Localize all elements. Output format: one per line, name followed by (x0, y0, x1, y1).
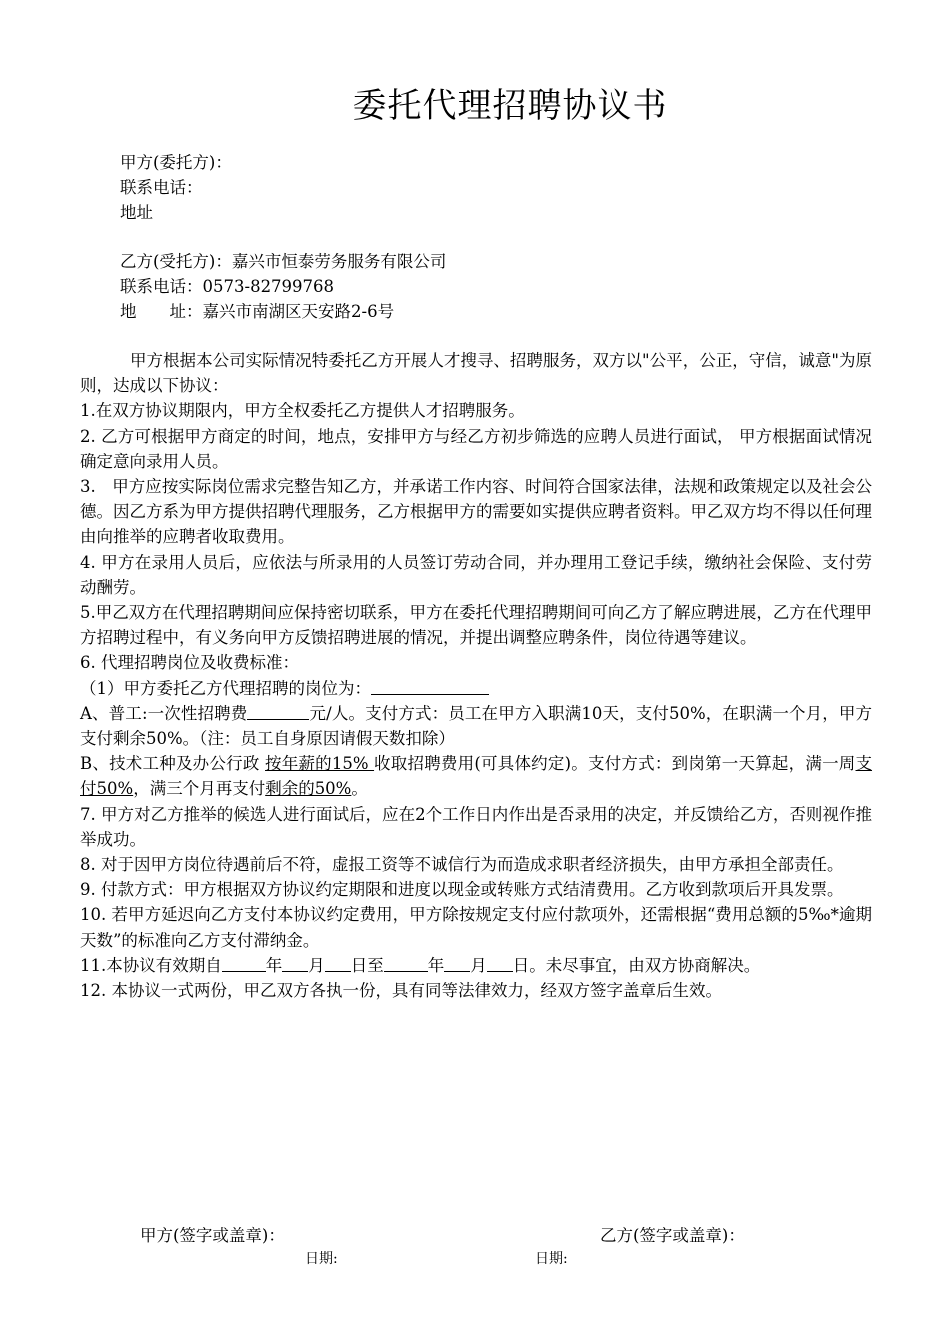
party-b-address-line (120, 299, 446, 324)
clause-6-b-part-4: 。 (351, 779, 368, 799)
position-blank (371, 678, 489, 695)
clause-12: 12. 本协议一式两份，甲乙双方各执一份，具有同等法律效力，经双方签字盖章后生效。 (80, 981, 722, 1001)
party-b-date-label: 日期: (535, 1251, 568, 1267)
clause-11-start: 11.本协议有效期自 (80, 955, 222, 975)
clause-8: 8. 对于因甲方岗位待遇前后不符，虚报工资等不诚信行为而造成求职者经济损失，由甲方承担全部责任。 (80, 855, 844, 875)
clause-6-b-part-1: B、技术工种及办公行政 (80, 754, 266, 774)
party-a-block (120, 150, 232, 225)
clause-11-month-2: 月 (470, 955, 487, 975)
clause-6-a-part-1: A、普工:一次性招聘费 (80, 703, 248, 723)
clause-4: 4. 甲方在录用人员后，应依法与所录用的人员签订劳动合同，并办理用工登记手续，缴纳社会保险、支付劳动酬劳。 (80, 552, 872, 597)
end-year-blank (384, 955, 428, 972)
end-day-blank (487, 955, 513, 972)
party-b-block (120, 249, 446, 324)
clause-6-a (80, 701, 872, 751)
party-b-phone-line: 联系电话：0573-82799768 (120, 277, 335, 296)
party-a-date-label: 日期: (305, 1251, 338, 1267)
clause-6-b (80, 751, 872, 801)
document-title: 委托代理招聘协议书 (352, 86, 668, 126)
clause-6-title: 6. 代理招聘岗位及收费标准： (80, 653, 299, 673)
start-day-blank (325, 955, 351, 972)
clause-6-b-underline-1: 按年薪的15% (265, 754, 375, 774)
clause-3: 3. 甲方应按实际岗位需求完整告知乙方，并承诺工作内容、时间符合国家法律，法规和政策规定以及社会公德。因乙方系为甲方提供招聘代理服务，乙方根据甲方的需要如实提供应聘者资料。甲乙双方均不得以任何理由向推举的应聘者收取费用。 (80, 477, 872, 547)
clause-11-end: 日。未尽事宜，由双方协商解决。 (512, 955, 761, 975)
clause-2: 2. 乙方可根据甲方商定的时间，地点，安排甲方与经乙方初步筛选的应聘人员进行面试， 甲方根据面试情况确定意向录用人员。 (80, 426, 872, 471)
clause-6-b-underline-3: 剩余的50% (265, 779, 352, 799)
clause-11-year-2: 年 (427, 955, 445, 975)
party-a-phone-label: 联系电话： (120, 178, 203, 197)
clause-10: 10. 若甲方延迟向乙方支付本协议约定费用，甲方除按规定支付应付款项外，还需根据“费用总额的5‰*逾期天数”的标准向乙方支付滞纳金。 (80, 905, 872, 950)
party-b-address-label: 地 址： (120, 302, 203, 321)
clause-5: 5.甲乙双方在代理招聘期间应保持密切联系，甲方在委托代理招聘期间可向乙方了解应聘进展，乙方在代理甲方招聘过程中，有义务向甲方反馈招聘进展的情况，并提出调整应聘条件，岗位待遇等建议。 (80, 603, 872, 648)
fee-blank (247, 703, 309, 720)
start-month-blank (282, 955, 308, 972)
clause-11-year-1: 年 (265, 955, 283, 975)
party-a-address-label: 地址 (120, 203, 153, 222)
clause-6-sub-1 (80, 676, 872, 701)
party-b-signature-label: 乙方(签字或盖章)： (600, 1226, 745, 1245)
party-a-name-label: 甲方(委托方)： (120, 153, 232, 172)
party-b-address-value: 嘉兴市南湖区天安路2-6号 (202, 302, 395, 321)
clause-9: 9. 付款方式：甲方根据双方协议约定期限和进度以现金或转账方式结清费用。乙方收到款项后开具发票。 (80, 880, 844, 900)
end-month-blank (444, 955, 470, 972)
start-year-blank (222, 955, 266, 972)
intro-paragraph: 甲方根据本公司实际情况特委托乙方开展人才搜寻、招聘服务，双方以"公平，公正，守信，诚意"为原则，达成以下协议： (80, 351, 872, 396)
clause-7: 7. 甲方对乙方推举的候选人进行面试后，应在2个工作日内作出是否录用的决定，并反馈给乙方，否则视作推举成功。 (80, 804, 872, 849)
party-a-signature-label: 甲方(签字或盖章)： (140, 1226, 285, 1245)
party-b-name-line: 乙方(受托方)：嘉兴市恒泰劳务服务有限公司 (120, 252, 447, 271)
clause-6-b-part-3: ，满三个月再支付 (133, 779, 266, 799)
clause-1: 1.在双方协议期限内，甲方全权委托乙方提供人才招聘服务。 (80, 401, 525, 421)
clause-6-b-part-2: 收取招聘费用(可具体约定)。支付方式：到岗第一天算起，满一周 (374, 754, 856, 774)
agreement-body (80, 348, 872, 1003)
clause-11 (80, 953, 872, 978)
clause-6-b-underline-2: 支付50% (80, 754, 873, 799)
clause-11-day-to: 日至 (350, 955, 384, 975)
clause-11-month-1: 月 (308, 955, 325, 975)
clause-6-sub-1-text: （1）甲方委托乙方代理招聘的岗位为： (80, 678, 371, 698)
clause-6-a-part-2: 元/人。支付方式：员工在甲方入职满10天，支付50%，在职满一个月，甲方支付剩余50%。（注：员工自身原因请假天数扣除） (80, 703, 872, 749)
